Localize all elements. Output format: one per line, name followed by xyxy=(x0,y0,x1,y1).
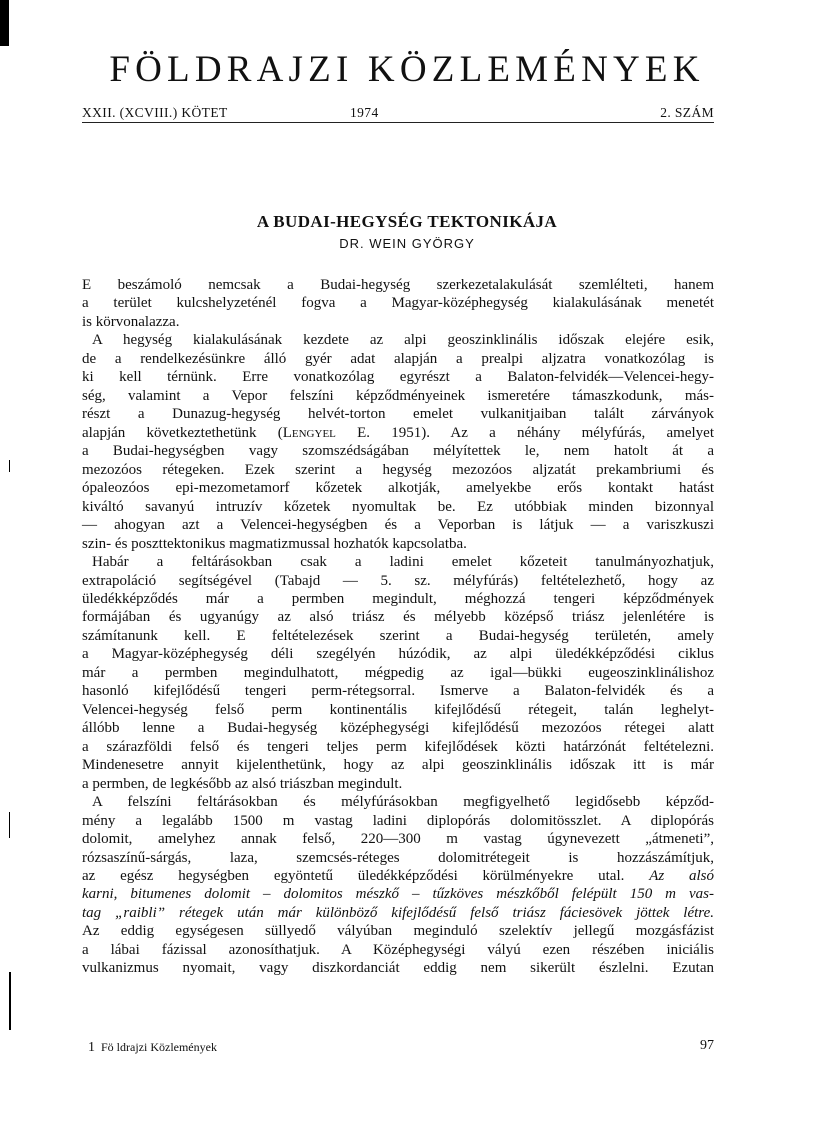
article-author: DR. WEIN GYÖRGY xyxy=(339,236,475,251)
body-line: üledékképződés már a permben megindult, méghozzá tengeri képződmények xyxy=(82,590,714,607)
scan-margin-mark xyxy=(9,812,10,838)
body-line: a Budai-hegységben vagy szomszédságában mélyítettek le, nem hatolt át a xyxy=(82,443,714,460)
body-line: karni, bitumenes dolomit – dolomitos mészkő – tűzköves mészkőből felépült 150 m vas- xyxy=(82,886,714,903)
body-line: állóbb lenne a Budai-hegység középhegységi kifejlődésű mezozóos rétegei alatt xyxy=(82,720,714,737)
body-line: kiváltó savanyú intruzív kőzetek nyomultak be. Ez utóbbiak minden bizonnyal xyxy=(82,498,714,515)
body-line: a terület kulcshelyzeténél fogva a Magyar-középhegység kialakulásának menetét xyxy=(82,295,714,312)
body-line: Mindenesetre annyit kijelenthetünk, hogy az alpi geoszinklinális időszak itt is már xyxy=(82,757,714,774)
body-line: mezozóos rétegeken. Ezek szerint a hegység mezozóos aljzatát prekambriumi és xyxy=(82,461,714,478)
scan-margin-mark xyxy=(9,972,11,1030)
body-line: A felszíni feltárásokban és mélyfúrásokban megfigyelhető legidősebb képződ- xyxy=(92,794,714,811)
body-line: — ahogyan azt a Velencei-hegységben és a Veporban is látjuk — a variszkuszi xyxy=(82,517,714,534)
body-line: mény a legalább 1500 m vastag ladini diplopórás dolomitösszlet. A diplopórás xyxy=(82,812,714,829)
body-line: számítanunk kell. E feltételezések szerint a Budai-hegység területén, amely xyxy=(82,627,714,644)
body-line: E beszámoló nemcsak a Budai-hegység szerkezetalakulását szemlélteti, hanem xyxy=(82,277,714,293)
body-line: a szárazföldi felső és tengeri teljes perm kifejlődések közti határzónát feltételezni. xyxy=(82,738,714,755)
body-line: részt a Dunazug-hegység helvét-torton emelet vulkanitjaiban talált zárványok xyxy=(82,406,714,423)
body-line: ség, valamint a Vepor felszíni képződményeinek ismeretére támaszkodunk, más- xyxy=(82,387,714,404)
body-line: vulkanizmus nyomait, vagy diszkordanciát eddig nem sikerült észlelni. Ezutan xyxy=(82,960,714,977)
body-line: a lábai fázissal azonosíthatjuk. A Középhegységi vályú ezen részében iniciális xyxy=(82,941,714,958)
body-line: is körvonalazza. xyxy=(82,313,180,330)
body-line: hasonló kifejlődésű tengeri perm-rétegsorral. Ismerve a Balaton-felvidék és a xyxy=(82,683,714,700)
article-body xyxy=(82,276,714,978)
body-line: már a permben megindulhatott, mégpedig az igal—bükki eugeoszinklinálishoz xyxy=(82,664,714,681)
body-line: a Magyar-középhegység déli szegélyén húzódik, az alpi üledékképződési ciklus xyxy=(82,646,714,663)
body-line: formájában és ugyanúgy az alsó triász és mélyebb középső triász jelenlétére is xyxy=(82,609,714,626)
body-line: Habár a feltárásokban csak a ladini emelet kőzeteit tanulmányozhatjuk, xyxy=(92,554,714,571)
page-number: 97 xyxy=(700,1038,714,1053)
line-segment: alapján következtethetünk ( xyxy=(82,424,283,441)
body-line: dolomit, amelyhez annak felső, 220—300 m vastag úgynevezett „átmeneti”, xyxy=(82,831,714,848)
body-line: A hegység kialakulásának kezdete az alpi geoszinklinális időszak elejére esik, xyxy=(92,332,714,349)
body-line xyxy=(82,867,714,885)
footer-note xyxy=(88,1040,217,1056)
body-line: de a rendelkezésünkre álló gyér adat alapján a prealpi aljzatra vonatkozólag is xyxy=(82,350,714,367)
line-segment: az egész hegységben egyöntetű üledékképződési körülményekre utal. xyxy=(82,868,650,884)
scan-edge-mark xyxy=(0,0,9,46)
footer-note-number: 1 xyxy=(88,1040,95,1055)
article-title: A BUDAI-HEGYSÉG TEKTONIKÁJA xyxy=(256,212,558,231)
issue-label: 2. SZÁM xyxy=(660,105,714,120)
body-line: szin- és poszttektonikus magmatizmussal hozhatók kapcsolatba. xyxy=(82,535,467,552)
citation-author: Lengyel xyxy=(282,424,336,441)
body-line: Az eddig egységesen süllyedő vályúban meginduló szelektív jellegű mozgásfázist xyxy=(82,923,714,940)
body-line: extrapoláció segítségével (Tabajd — 5. sz. mélyfúrás) feltételezhető, hogy az xyxy=(82,572,714,589)
body-line: rózsaszínű-sárgás, laza, szemcsés-réteges dolomitrétegeit is hozzászámítjuk, xyxy=(82,849,714,866)
italic-segment: Az alsó xyxy=(649,868,714,884)
footer-note-text: Fö ldrajzi Közlemények xyxy=(101,1040,217,1054)
body-line: ki kell térnünk. Erre vonatkozólag egyrészt a Balaton-felvidék—Velencei-hegy- xyxy=(82,369,714,386)
scan-margin-mark xyxy=(9,460,10,472)
body-line: a permben, de legkésőbb az alsó triászban megindult. xyxy=(82,775,403,792)
issue-line xyxy=(82,104,714,123)
body-line: Velencei-hegység felső perm kontinentális kifejlődésű rétegeit, talán leghelyt- xyxy=(82,701,714,718)
journal-title: FÖLDRAJZI KÖZLEMÉNYEK xyxy=(109,49,705,90)
volume-label: XXII. (XCVIII.) KÖTET xyxy=(82,105,228,120)
year-label: 1974 xyxy=(350,105,379,120)
body-line: tag „raibli” rétegek után már különböző kifejlődésű felső triász fáciesövek jöttek létre. xyxy=(82,904,714,921)
body-line: ópaleozóos epi-mezometamorf kőzetek alkotják, amelyekbe erős kontakt hatást xyxy=(82,480,714,497)
body-line xyxy=(82,424,714,442)
line-segment: E. 1951). Az a néhány mélyfúrás, amelyet xyxy=(335,424,715,441)
